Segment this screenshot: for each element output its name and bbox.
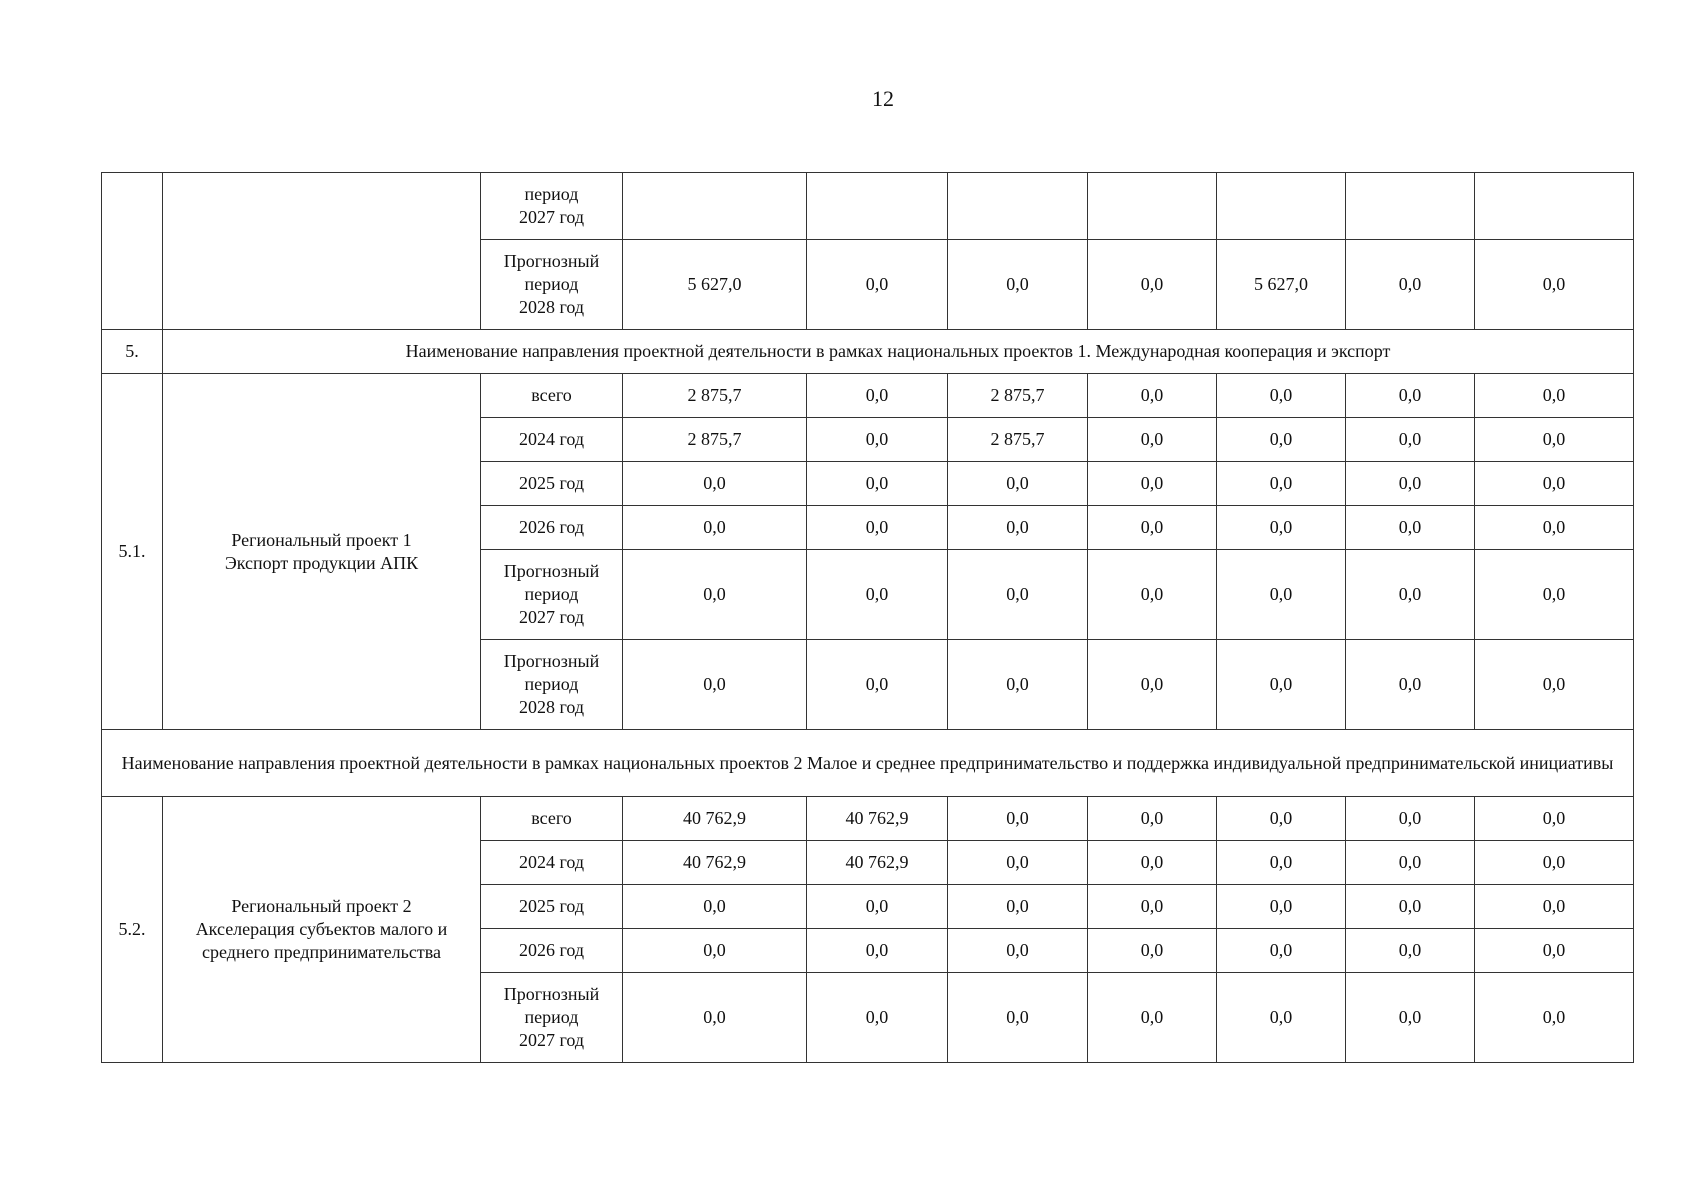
value-cell: 2 875,7	[948, 418, 1088, 462]
value-cell: 0,0	[1088, 973, 1217, 1063]
value-cell: 2 875,7	[948, 374, 1088, 418]
project-number: 5.1.	[102, 374, 163, 730]
value-cell	[1346, 173, 1475, 240]
direction-title: Наименование направления проектной деятельности в рамках национальных проектов 2 Малое и среднее предпринимательство и поддержка индивидуальной предпринимательской инициативы	[102, 730, 1634, 797]
period-cell: 2024 год	[481, 841, 623, 885]
value-cell	[948, 173, 1088, 240]
value-cell: 5 627,0	[1217, 240, 1346, 330]
table-row	[102, 173, 1634, 240]
value-cell: 0,0	[1088, 240, 1217, 330]
value-cell: 0,0	[1088, 929, 1217, 973]
value-cell: 0,0	[1088, 797, 1217, 841]
period-cell: Прогнозный период 2028 год	[481, 640, 623, 730]
value-cell	[1475, 173, 1634, 240]
value-cell: 0,0	[1346, 240, 1475, 330]
value-cell: 0,0	[948, 973, 1088, 1063]
value-cell: 0,0	[1217, 797, 1346, 841]
value-cell: 0,0	[1217, 640, 1346, 730]
page-number: 12	[872, 86, 894, 111]
value-cell: 0,0	[807, 462, 948, 506]
value-cell: 0,0	[1217, 374, 1346, 418]
section-number: 5.	[102, 330, 163, 374]
value-cell: 0,0	[1088, 462, 1217, 506]
value-cell: 0,0	[807, 550, 948, 640]
value-cell: 0,0	[807, 418, 948, 462]
value-cell: 0,0	[807, 929, 948, 973]
project-name: Региональный проект 1 Экспорт продукции АПК	[163, 374, 481, 730]
value-cell: 0,0	[1346, 374, 1475, 418]
budget-table	[101, 172, 1634, 1063]
period-cell: всего	[481, 797, 623, 841]
value-cell: 0,0	[807, 374, 948, 418]
section-title: Наименование направления проектной деятельности в рамках национальных проектов 1. Международная кооперация и экспорт	[163, 330, 1634, 374]
value-cell: 0,0	[948, 640, 1088, 730]
value-cell: 0,0	[1475, 550, 1634, 640]
value-cell: 0,0	[948, 797, 1088, 841]
value-cell: 0,0	[1088, 418, 1217, 462]
value-cell: 0,0	[1217, 550, 1346, 640]
value-cell: 0,0	[623, 506, 807, 550]
value-cell: 2 875,7	[623, 374, 807, 418]
value-cell: 0,0	[1475, 640, 1634, 730]
value-cell: 0,0	[623, 550, 807, 640]
value-cell: 2 875,7	[623, 418, 807, 462]
value-cell: 0,0	[807, 506, 948, 550]
period-cell: всего	[481, 374, 623, 418]
value-cell: 40 762,9	[623, 841, 807, 885]
period-cell: период 2027 год	[481, 173, 623, 240]
table-row	[102, 374, 1634, 418]
value-cell: 0,0	[807, 973, 948, 1063]
value-cell: 0,0	[623, 462, 807, 506]
value-cell: 0,0	[1346, 462, 1475, 506]
value-cell: 0,0	[623, 929, 807, 973]
value-cell: 0,0	[1475, 841, 1634, 885]
period-cell: Прогнозный период 2028 год	[481, 240, 623, 330]
value-cell: 0,0	[948, 550, 1088, 640]
value-cell: 0,0	[1088, 550, 1217, 640]
value-cell: 0,0	[1217, 462, 1346, 506]
period-cell: 2025 год	[481, 885, 623, 929]
value-cell: 5 627,0	[623, 240, 807, 330]
period-cell: 2024 год	[481, 418, 623, 462]
value-cell: 0,0	[1346, 929, 1475, 973]
value-cell: 0,0	[1217, 929, 1346, 973]
value-cell	[807, 173, 948, 240]
value-cell: 0,0	[948, 885, 1088, 929]
value-cell: 0,0	[1475, 462, 1634, 506]
value-cell	[1088, 173, 1217, 240]
project-name: Региональный проект 2 Акселерация субъектов малого и среднего предпринимательства	[163, 797, 481, 1063]
section-row	[102, 330, 1634, 374]
value-cell: 0,0	[1088, 374, 1217, 418]
value-cell: 0,0	[623, 885, 807, 929]
project-number: 5.2.	[102, 797, 163, 1063]
value-cell: 0,0	[948, 240, 1088, 330]
period-cell: 2026 год	[481, 929, 623, 973]
value-cell: 0,0	[1346, 841, 1475, 885]
value-cell: 0,0	[1475, 418, 1634, 462]
value-cell: 0,0	[948, 929, 1088, 973]
value-cell: 0,0	[1475, 885, 1634, 929]
period-cell: Прогнозный период 2027 год	[481, 550, 623, 640]
value-cell: 0,0	[1346, 973, 1475, 1063]
value-cell: 0,0	[623, 973, 807, 1063]
value-cell: 0,0	[1217, 506, 1346, 550]
empty-name-cell	[163, 173, 481, 330]
value-cell: 0,0	[1346, 797, 1475, 841]
value-cell: 0,0	[807, 640, 948, 730]
value-cell	[623, 173, 807, 240]
value-cell: 0,0	[1475, 374, 1634, 418]
value-cell: 0,0	[623, 640, 807, 730]
value-cell	[1217, 173, 1346, 240]
value-cell: 0,0	[1088, 506, 1217, 550]
value-cell: 0,0	[1475, 929, 1634, 973]
value-cell: 0,0	[1088, 885, 1217, 929]
period-cell: 2025 год	[481, 462, 623, 506]
value-cell: 0,0	[948, 506, 1088, 550]
value-cell: 0,0	[807, 240, 948, 330]
value-cell: 0,0	[1217, 973, 1346, 1063]
value-cell: 0,0	[1346, 640, 1475, 730]
value-cell: 0,0	[1346, 506, 1475, 550]
value-cell: 0,0	[1088, 640, 1217, 730]
value-cell: 0,0	[1475, 240, 1634, 330]
value-cell: 40 762,9	[807, 797, 948, 841]
table-row	[102, 797, 1634, 841]
value-cell: 40 762,9	[623, 797, 807, 841]
period-cell: 2026 год	[481, 506, 623, 550]
value-cell: 0,0	[1475, 506, 1634, 550]
value-cell: 0,0	[1217, 841, 1346, 885]
value-cell: 0,0	[1088, 841, 1217, 885]
value-cell: 0,0	[1217, 418, 1346, 462]
value-cell: 0,0	[807, 885, 948, 929]
value-cell: 0,0	[1475, 797, 1634, 841]
value-cell: 0,0	[948, 841, 1088, 885]
value-cell: 0,0	[1346, 550, 1475, 640]
value-cell: 0,0	[1346, 885, 1475, 929]
direction-row	[102, 730, 1634, 797]
empty-num-cell	[102, 173, 163, 330]
value-cell: 0,0	[948, 462, 1088, 506]
value-cell: 0,0	[1217, 885, 1346, 929]
value-cell: 40 762,9	[807, 841, 948, 885]
period-cell: Прогнозный период 2027 год	[481, 973, 623, 1063]
value-cell: 0,0	[1475, 973, 1634, 1063]
value-cell: 0,0	[1346, 418, 1475, 462]
